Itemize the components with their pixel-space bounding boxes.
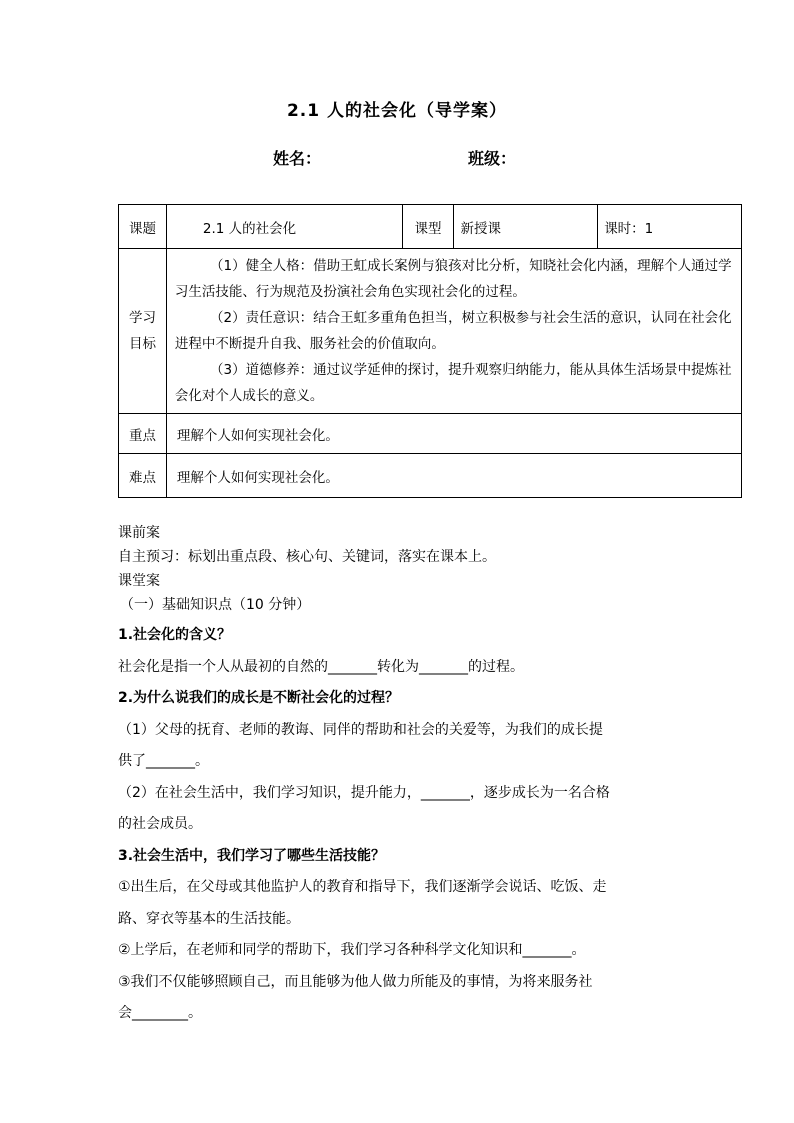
question-1: 1.社会化的含义？ — [118, 627, 232, 643]
goals-label-line-2: 目标 — [128, 336, 156, 352]
difficulty-value: 理解个人如何实现社会化。 — [166, 454, 741, 498]
page-title: 2.1 人的社会化（导学案） — [286, 101, 508, 121]
type-label: 课型 — [402, 205, 454, 249]
answer-2-2a: （2）在社会生活中，我们学习知识，提升能力，_______，逐步成长为一名合格 — [118, 784, 610, 801]
in-class-heading: 课堂案 — [118, 573, 160, 589]
period-value: 课时：1 — [598, 205, 742, 249]
table-row-difficulty — [119, 454, 742, 498]
section1-heading: （一）基础知识点（10 分钟） — [120, 597, 311, 613]
answer-3-3b: 会________。 — [118, 1005, 202, 1021]
key-value: 理解个人如何实现社会化。 — [166, 414, 741, 454]
self-study-text: 自主预习：标划出重点段、核心句、关键词，落实在课本上。 — [118, 549, 496, 565]
pre-class-section — [118, 521, 698, 617]
name-label: 姓名： — [273, 149, 322, 168]
answer-3-3a: ③我们不仅能够照顾自己，而且能够为他人做力所能及的事情，为将来服务社 — [118, 973, 593, 990]
question-2: 2.为什么说我们的成长是不断社会化的过程？ — [118, 690, 400, 706]
answer-2-1b: 供了_______。 — [118, 753, 209, 769]
goals-content — [166, 249, 741, 414]
topic-label: 课题 — [119, 205, 167, 249]
table-row-goals — [119, 249, 742, 414]
class-label: 班级： — [468, 149, 517, 168]
difficulty-label: 难点 — [119, 454, 167, 498]
answer-3-1a: ①出生后，在父母或其他监护人的教育和指导下，我们逐渐学会说话、吃饭、走 — [118, 879, 607, 895]
lesson-info-table — [118, 204, 742, 498]
goal-item: （1）健全人格：借助王虹成长案例与狼孩对比分析，知晓社会化内涵，理解个人通过学习生活技能、行为规范及扮演社会角色实现社会化的过程。 — [174, 258, 732, 300]
pre-class-heading: 课前案 — [118, 525, 160, 541]
topic-value: 2.1 人的社会化 — [166, 205, 402, 249]
goal-item: （2）责任意识：结合王虹多重角色担当，树立积极参与社会生活的意识，认同在社会化进程中不断提升自我、服务社会的价值取向。 — [174, 310, 732, 352]
questions-section — [118, 620, 698, 1030]
goals-label — [119, 249, 167, 414]
table-row-topic — [119, 205, 742, 249]
goals-label-line-1: 学习 — [128, 310, 156, 326]
goal-item: （3）道德修养：通过议学延伸的探讨，提升观察归纳能力，能从具体生活场景中提炼社会化对个人成长的意义。 — [174, 362, 732, 404]
type-value: 新授课 — [454, 205, 598, 249]
table-row-key — [119, 414, 742, 454]
answer-2-2b: 的社会成员。 — [118, 816, 202, 832]
question-3: 3.社会生活中，我们学习了哪些生活技能？ — [118, 847, 386, 864]
answer-3-2: ②上学后，在老师和同学的帮助下，我们学习各种科学文化知识和_______。 — [118, 942, 586, 958]
answer-1: 社会化是指一个人从最初的自然的_______转化为_______的过程。 — [118, 658, 524, 675]
answer-2-1a: （1）父母的抚育、老师的教诲、同伴的帮助和社会的关爱等，为我们的成长提 — [118, 721, 603, 738]
key-label: 重点 — [119, 414, 167, 454]
answer-3-1b: 路、穿衣等基本的生活技能。 — [118, 910, 300, 927]
